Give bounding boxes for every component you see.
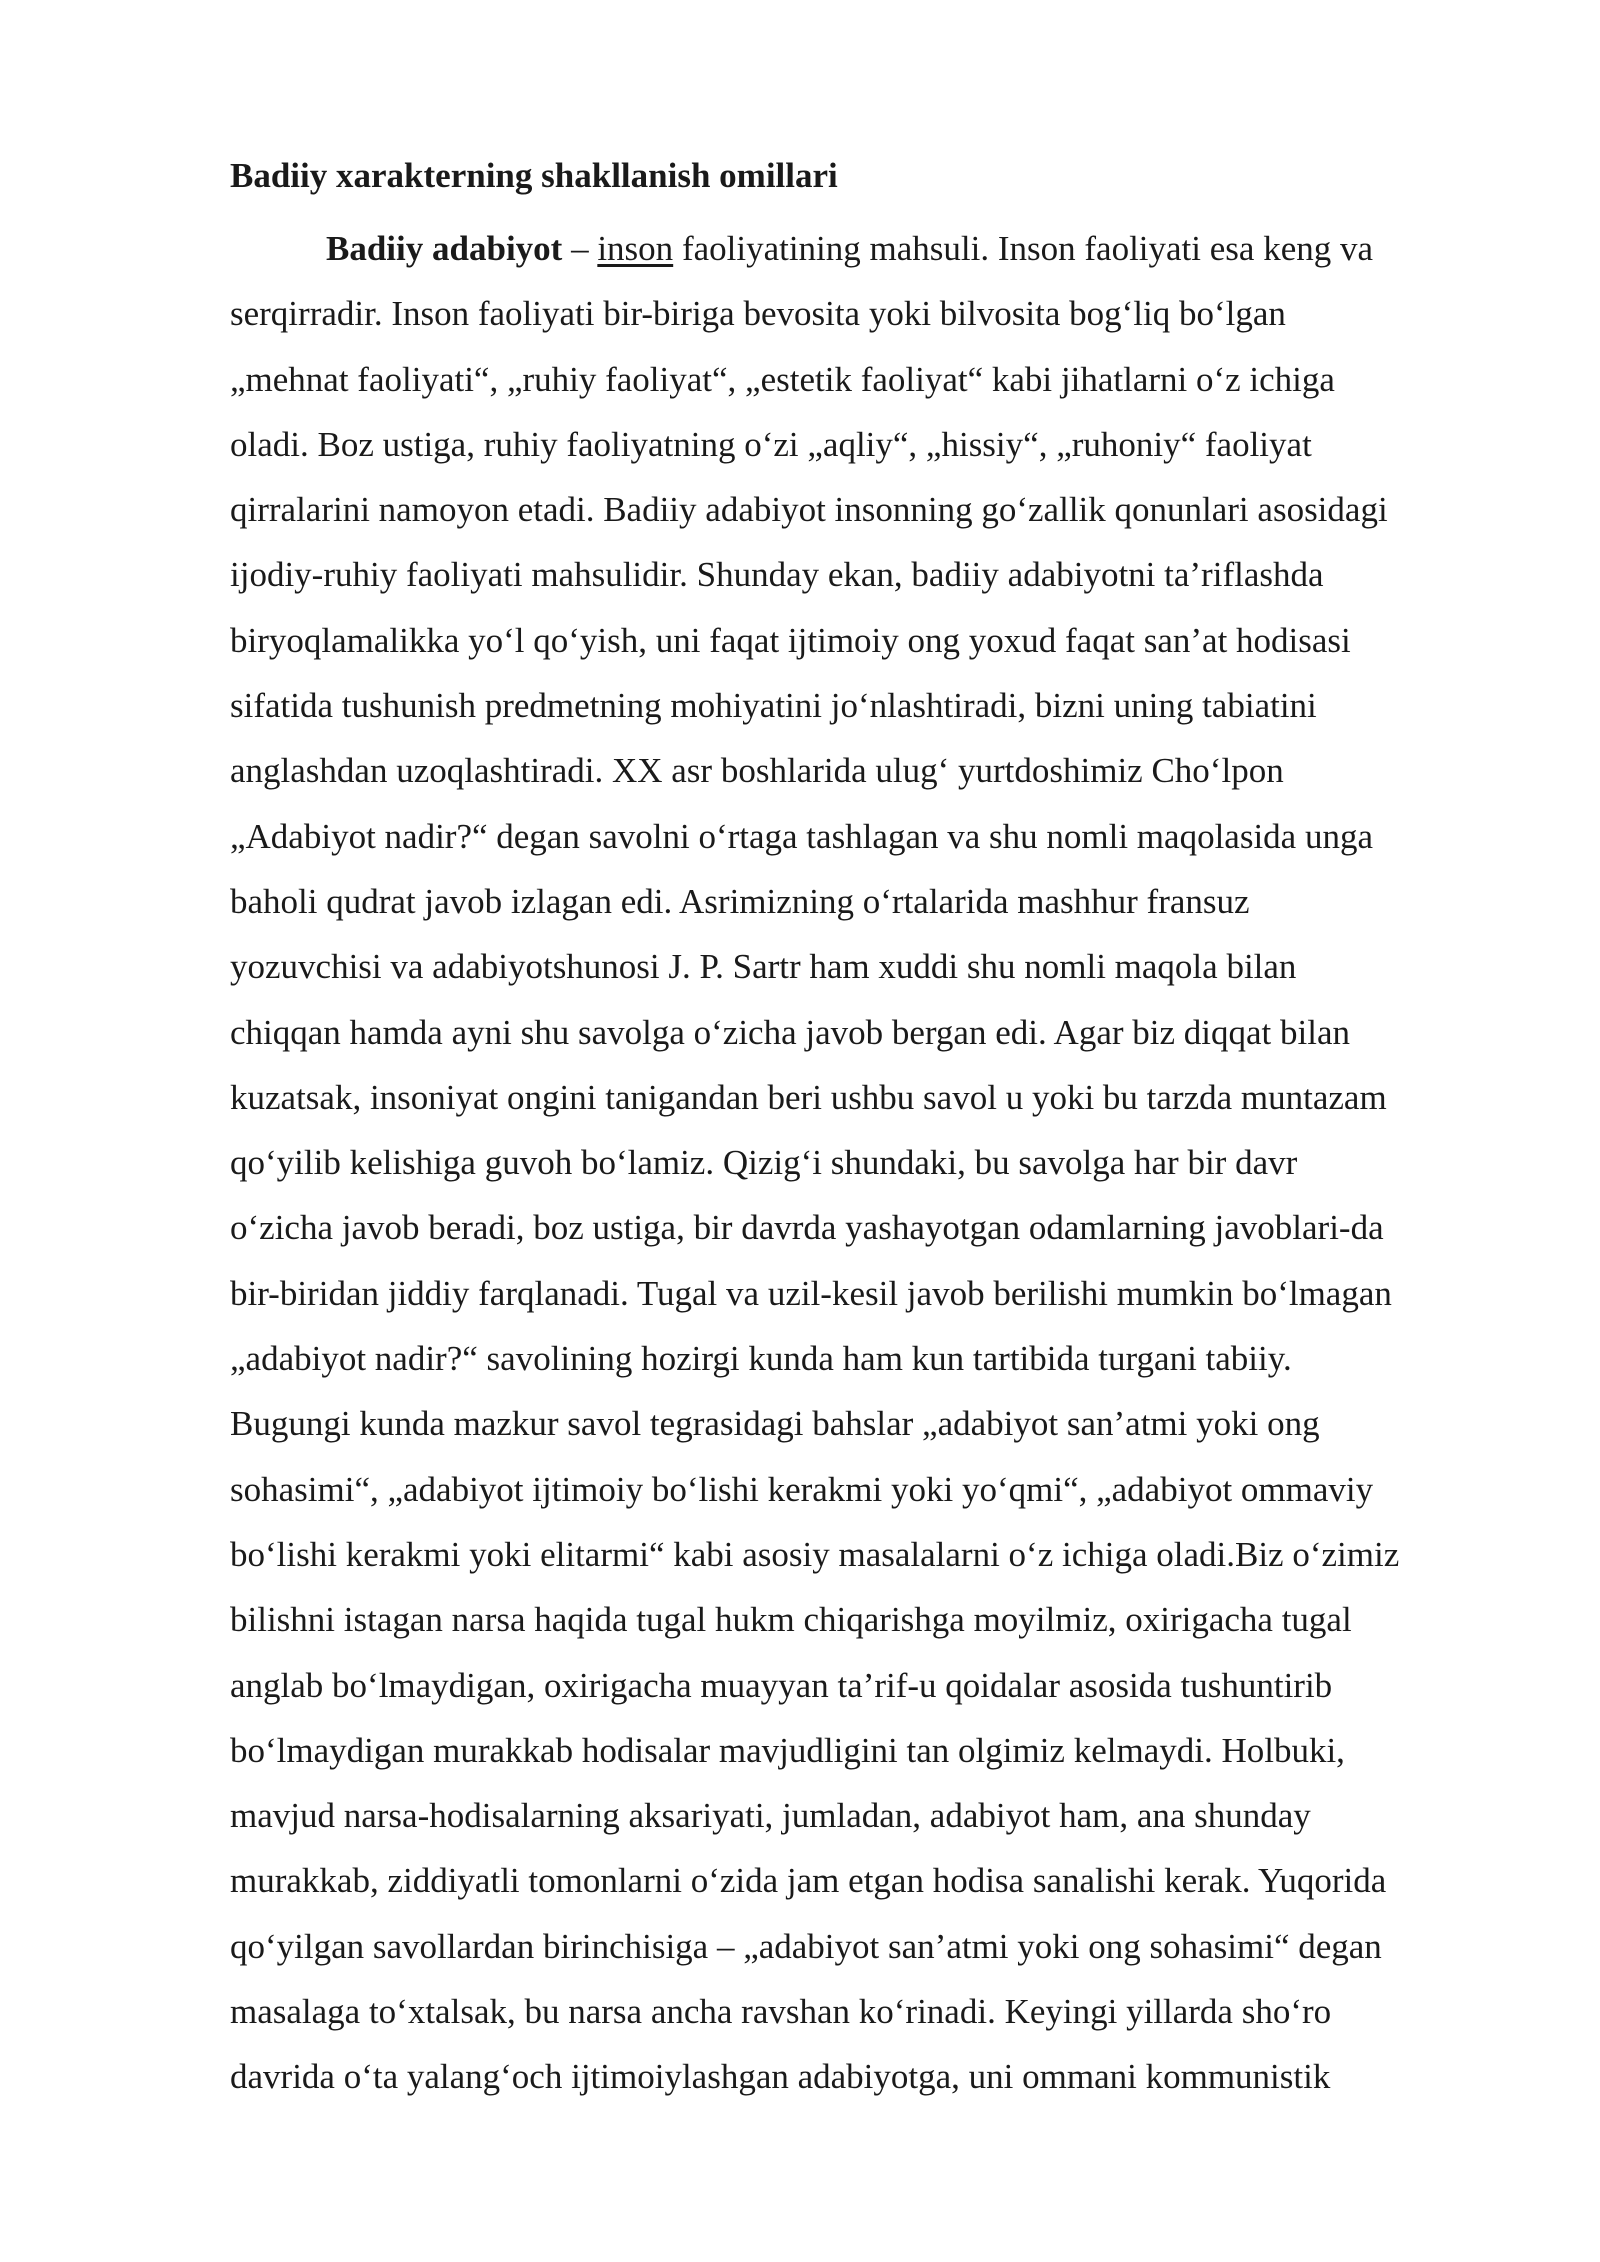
text-line: qo‘yilgan savollardan birinchisiga – „adabiyot san’atmi yoki ong sohasimi“ degan bbox=[230, 1926, 1382, 1966]
text-line: murakkab, ziddiyatli tomonlarni o‘zida jam etgan hodisa sanalishi kerak. Yuqorida bbox=[230, 1861, 1387, 1901]
main-paragraph bbox=[230, 216, 1500, 2110]
text-line: serqirradir. Inson faoliyati bir-biriga bevosita yoki bilvosita bog‘liq bo‘lgan bbox=[230, 294, 1286, 334]
dash-separator: – bbox=[562, 229, 598, 268]
document-heading: Badiiy xarakterning shakllanish omillari bbox=[230, 156, 838, 195]
document-body bbox=[230, 148, 1500, 2110]
text-line: sohasimi“, „adabiyot ijtimoiy bo‘lishi kerakmi yoki yo‘qmi“, „adabiyot ommaviy bbox=[230, 1469, 1374, 1509]
text-line: qirralarini namoyon etadi. Badiiy adabiyot insonning go‘zallik qonunlari asosidagi bbox=[230, 490, 1388, 530]
text-line: oladi. Boz ustiga, ruhiy faoliyatning o‘zi „aqliy“, „hissiy“, „ruhoniy“ faoliyat bbox=[230, 424, 1312, 464]
text-line: „Adabiyot nadir?“ degan savolni o‘rtaga tashlagan va shu nomli maqolasida unga bbox=[230, 816, 1373, 856]
text-line: ijodiy-ruhiy faoliyati mahsulidir. Shunday ekan, badiiy adabiyotni ta’riflashda bbox=[230, 555, 1324, 595]
text-line: bir-biridan jiddiy farqlanadi. Tugal va uzil-kesil javob berilishi mumkin bo‘lmagan bbox=[230, 1273, 1392, 1313]
text-line: Bugungi kunda mazkur savol tegrasidagi bahslar „adabiyot san’atmi yoki ong bbox=[230, 1404, 1320, 1444]
text-line: „mehnat faoliyati“, „ruhiy faoliyat“, „estetik faoliyat“ kabi jihatlarni o‘z ichiga bbox=[230, 359, 1335, 399]
text-line: qo‘yilib kelishiga guvoh bo‘lamiz. Qizig‘i shundaki, bu savolga har bir davr bbox=[230, 1143, 1298, 1183]
text-line: chiqqan hamda ayni shu savolga o‘zicha javob bergan edi. Agar biz diqqat bilan bbox=[230, 1012, 1350, 1052]
text-line: biryoqlamalikka yo‘l qo‘yish, uni faqat ijtimoiy ong yoxud faqat san’at hodisasi bbox=[230, 620, 1351, 660]
text-line: baholi qudrat javob izlagan edi. Asrimizning o‘rtalarida mashhur fransuz bbox=[230, 881, 1250, 921]
text-line: kuzatsak, insoniyat ongini tanigandan beri ushbu savol u yoki bu tarzda muntazam bbox=[230, 1077, 1387, 1117]
text-line: anglashdan uzoqlashtiradi. XX asr boshlarida ulug‘ yurtdoshimiz Cho‘lpon bbox=[230, 751, 1284, 791]
text-line: o‘zicha javob beradi, boz ustiga, bir davrda yashayotgan odamlarning javoblari-da bbox=[230, 1208, 1384, 1248]
text-line: sifatida tushunish predmetning mohiyatini jo‘nlashtiradi, bizni uning tabiatini bbox=[230, 686, 1317, 726]
bold-term: Badiiy adabiyot bbox=[326, 229, 563, 268]
text-line: masalaga to‘xtalsak, bu narsa ancha ravshan ko‘rinadi. Keyingi yillarda sho‘ro bbox=[230, 1992, 1332, 2032]
text-line: „adabiyot nadir?“ savolining hozirgi kunda ham kun tartibida turgani tabiiy. bbox=[230, 1339, 1292, 1379]
text-line: bo‘lishi kerakmi yoki elitarmi“ kabi asosiy masalalarni o‘z ichiga oladi.Biz o‘zimiz bbox=[230, 1534, 1400, 1574]
first-line-rest: faoliyatining mahsuli. Inson faoliyati esa keng va bbox=[673, 229, 1374, 268]
paragraph-first-line bbox=[230, 216, 1500, 281]
text-line: yozuvchisi va adabiyotshunosi J. P. Sartr ham xuddi shu nomli maqola bilan bbox=[230, 947, 1297, 987]
underlined-word: inson bbox=[597, 229, 674, 268]
text-line: bo‘lmaydigan murakkab hodisalar mavjudligini tan olgimiz kelmaydi. Holbuki, bbox=[230, 1730, 1345, 1770]
text-line: bilishni istagan narsa haqida tugal hukm chiqarishga moyilmiz, oxirigacha tugal bbox=[230, 1600, 1352, 1640]
text-line: anglab bo‘lmaydigan, oxirigacha muayyan ta’rif-u qoidalar asosida tushuntirib bbox=[230, 1665, 1333, 1705]
text-line: davrida o‘ta yalang‘och ijtimoiylashgan adabiyotga, uni ommani kommunistik bbox=[230, 2057, 1331, 2097]
text-line: mavjud narsa-hodisalarning aksariyati, jumladan, adabiyot ham, ana shunday bbox=[230, 1796, 1311, 1836]
